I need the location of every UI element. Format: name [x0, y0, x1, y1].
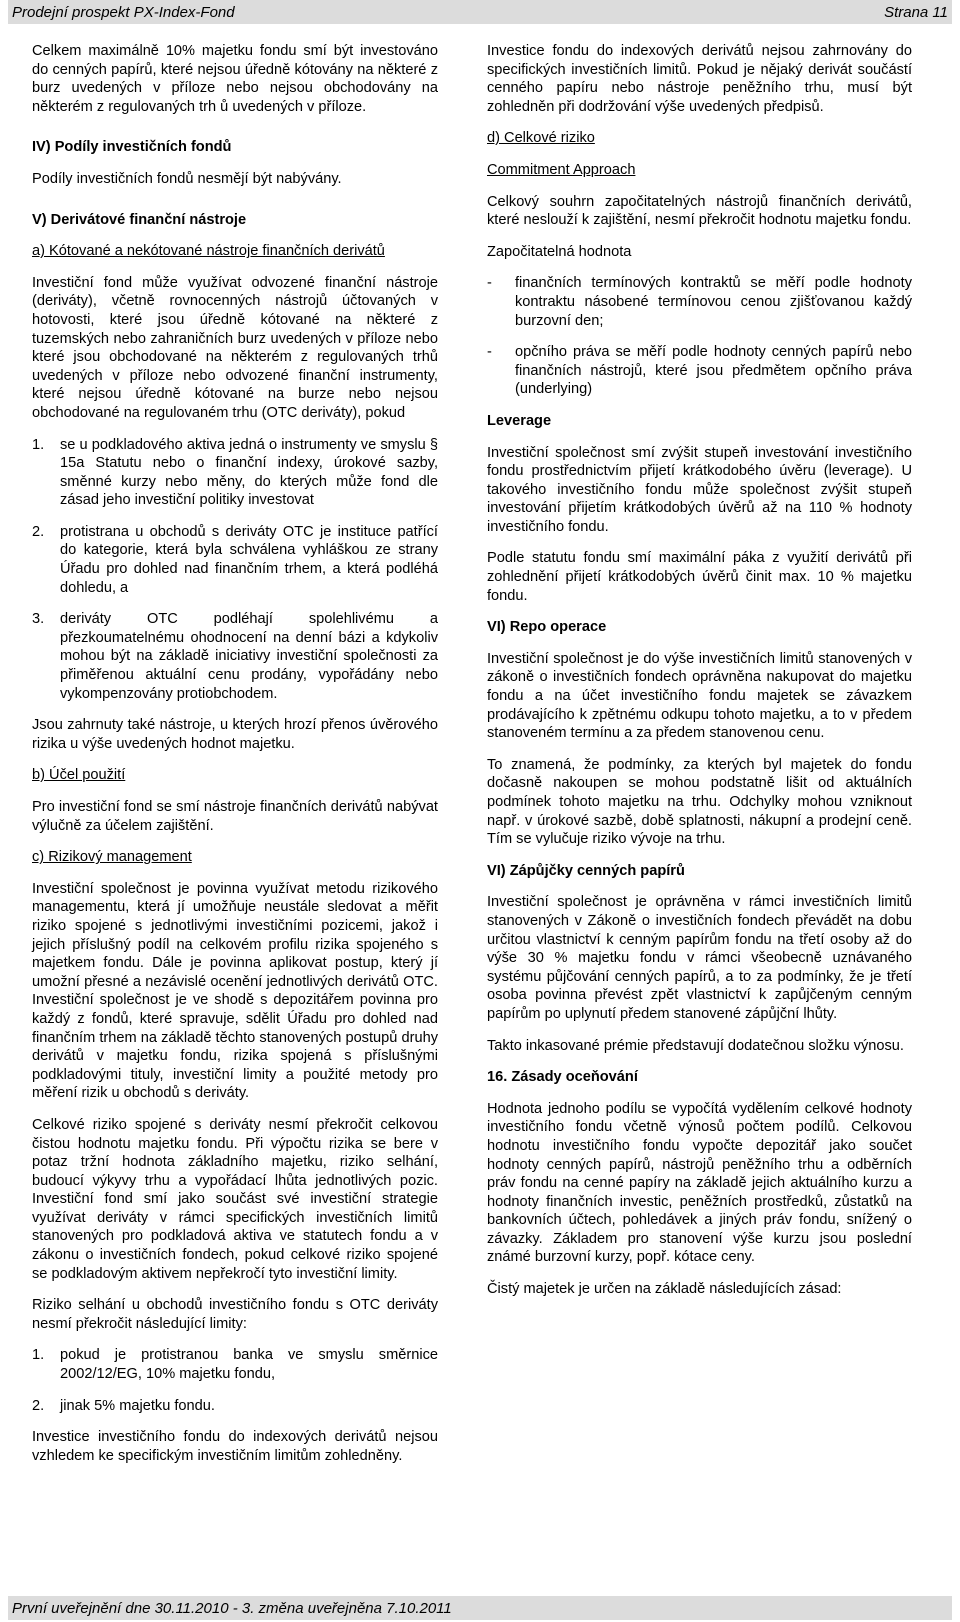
- paragraph: Pro investiční fond se smí nástroje finančních derivátů nabývat výlučně za účelem zajištění.: [32, 799, 438, 834]
- publication-note: První uveřejnění dne 30.11.2010 - 3. změna uveřejněna 7.10.2011: [12, 1599, 452, 1617]
- paragraph: Riziko selhání u obchodů investičního fondu s OTC deriváty nesmí překročit následující limity:: [32, 1297, 438, 1332]
- subheading-c: c) Rizikový management: [32, 849, 192, 866]
- list-item: [32, 436, 438, 510]
- list-text: jinak 5% majetku fondu.: [60, 1397, 215, 1414]
- paragraph: Podíly investičních fondů nesmějí být nabývány.: [32, 170, 342, 187]
- paragraph: Takto inkasované prémie představují dodatečnou složku výnosu.: [487, 1037, 904, 1054]
- list-number: 3.: [32, 611, 45, 628]
- right-column: [487, 42, 912, 1312]
- paragraph: To znamená, že podmínky, za kterých byl majetek do fondu dočasně nakoupen se mohou podstatně lišit od aktuálních podmínek tohoto majetku na trhu. Odchylky mohou vzniknout např. v úrokové sazbě, době splatnosti, nákupní a prodejní ceně. Tím se vylučuje riziko vývoje na trhu.: [487, 756, 912, 848]
- left-column: [32, 42, 438, 1478]
- paragraph: Podle statutu fondu smí maximální páka z využití derivátů při zohlednění přijetí krátkodobých úvěrů činit max. 10 % majetku fondu.: [487, 550, 912, 604]
- list-number: 2.: [32, 523, 45, 540]
- list-number: 1.: [32, 436, 45, 453]
- list-item: [32, 1397, 438, 1416]
- section-heading-vi-repo: VI) Repo operace: [487, 619, 607, 636]
- paragraph: Investiční společnost je oprávněna v rámci investičních limitů stanovených v Zákoně o investičních fondech převádět na dobu určitou vlastnictví k cenným papírům fondu na třetí osoby až do výše 30 % majetku fondu v rámci všeobecně uznávaného systému půjčování cenných papírů, a to za podmínky, že je třetí osoba povinna převést zpět vlastnictví k zapůjčeným cenným papírům po uplynutí předem stanovené zápůjční lhůty.: [487, 894, 912, 1022]
- paragraph: Hodnota jednoho podílu se vypočítá vydělením celkové hodnoty investičního fondu včetně výnosů počtem podílů. Celkovou hodnotu investičního fondu vypočte depozitář jako součet hodnoty cenných papírů, nástrojů peněžního trhu a odběrních práv fondu na cenné papíry na základě jejich aktuálního kurzu a hodnoty finančních investic, peněžních prostředků, zůstatků na bankovních účtech, pohledávek a jiných práv fondu, snížený o závazky. Základem pro stanovení výše kurzu jsou poslední známé burzovní kurzy, popř. kótace ceny.: [487, 1100, 912, 1266]
- list-number: 2.: [32, 1397, 45, 1414]
- list-text: finančních termínových kontraktů se měří podle hodnoty kontraktu násobené termínovou cenou zjišťovanou každý burzovní den;: [515, 275, 912, 329]
- list-text: se u podkladového aktiva jedná o instrumenty ve smyslu § 15a Statutu nebo o finanční indexy, úrokové sazby, směnné kurzy nebo měny, do kterých může fond dle zásad jeho investiční politiky investovat: [60, 436, 438, 509]
- page-footer: [8, 1596, 952, 1620]
- subheading-d: d) Celkové riziko: [487, 130, 595, 147]
- paragraph: Investice investičního fondu do indexových derivátů nejsou vzhledem ke specifickým investičním limitům zohledněny.: [32, 1429, 438, 1464]
- subheading-a: a) Kótované a nekótované nástroje finančních derivátů: [32, 243, 385, 260]
- paragraph: Celkové riziko spojené s deriváty nesmí překročit celkovou čistou hodnotu majetku fondu. Při výpočtu rizika se bere v potaz tržní hodnota základního majetku, riziko selhání, budoucí výkyvy trhu a vypořádací lhůta jednotlivých pozic. Investiční fond smí jako součást své investiční strategie využívat deriváty v rámci specifických investičních limitů stanovených pro podkladová aktiva ve statutech fondu a v zákonu o investičních fondech, pokud celkové riziko spojené se podkladovým aktivem nepřekročí tyto investiční limity.: [32, 1116, 438, 1282]
- paragraph: Investiční fond může využívat odvozené finanční nástroje (deriváty), včetně rovnocenných nástrojů účtovaných v hotovosti, které jsou úředně kótované na některé z tuzemských nebo zahraničních burz uvedených v příloze nebo které jsou obchodované na některém z regulovaných trhů uvedených v příloze nebo odvozené finanční instrumenty, které nejsou úředně kótované na burze nebo nejsou obchodované na regulovaném trhu (OTC deriváty), pokud: [32, 274, 438, 421]
- list-item: [32, 610, 438, 703]
- list-bullet: -: [487, 275, 492, 292]
- document-title: Prodejní prospekt PX-Index-Fond: [12, 3, 235, 21]
- paragraph: Celkový souhrn započitatelných nástrojů finančních derivátů, které neslouží k zajištění, nesmí překročit hodnotu majetku fondu.: [487, 193, 912, 229]
- list-item: [487, 343, 912, 399]
- section-heading-iv: IV) Podíly investičních fondů: [32, 139, 232, 156]
- page-number: Strana 11: [884, 3, 948, 21]
- heading-leverage: Leverage: [487, 412, 552, 429]
- paragraph: Investiční společnost smí zvýšit stupeň investování investičního fondu prostřednictvím přijetí krátkodobého úvěru (leverage). U takového investičního fondu může společnost zvýšit stupeň investování přijetím krátkodobých úvěrů až na 110 % hodnoty investičního fondu.: [487, 444, 912, 535]
- paragraph: Investice fondu do indexových derivátů nejsou zahrnovány do specifických investičních limitů. Pokud je nějaký derivát součástí cenného papíru nebo nástroje peněžního trhu, musí být zohledněn při dodržování výše uvedených předpisů.: [487, 43, 912, 115]
- list-text: opčního práva se měří podle hodnoty cenných papírů nebo finančních nástrojů, které jsou předmětem opčního práva (underlying): [515, 344, 912, 398]
- list-text: pokud je protistranou banka ve smyslu směrnice 2002/12/EG, 10% majetku fondu,: [60, 1347, 438, 1383]
- subheading-commitment: Commitment Approach: [487, 161, 636, 178]
- list-text: deriváty OTC podléhají spolehlivému a přezkoumatelnému ohodnocení na denní bázi a kdykoliv mohou být na základě iniciativy investiční společnosti za přiměřenou aktuální cenu prodány, vypořádány nebo vykompenzovány protiobchodem.: [60, 611, 438, 702]
- section-heading-vi-loans: VI) Zápůjčky cenných papírů: [487, 862, 685, 879]
- page-header: [8, 0, 952, 24]
- list-number: 1.: [32, 1347, 45, 1364]
- section-heading-v: V) Derivátové finanční nástroje: [32, 211, 247, 228]
- paragraph: Investiční společnost je do výše investičních limitů stanovených v zákoně o investičních fondech oprávněna nakupovat do majetku fondu a na účet investičního fondu majetek se závazkem prodávajícího k zpětnému odkupu tohoto majetku, a to v předem stanoveném termínu a za předem stanovenou cenu.: [487, 650, 912, 742]
- list-item: [32, 523, 438, 597]
- paragraph: Započitatelná hodnota: [487, 243, 632, 260]
- paragraph: Investiční společnost je povinna využívat metodu rizikového managementu, která jí umožňuje neustále sledovat a měřit riziko spojené s jednotlivými investičními pozicemi, jakož i jejich příslušný podíl na celkovém profilu rizika spojeného s majetkem fondu. Dále je povinna aplikovat postup, který jí umožní přesné a nezávislé ocenění jednotlivých derivátů OTC. Investiční společnost je ve shodě s depozitářem povinna pro každý z fondů, které spravuje, sdělit Úřadu pro dohled nad finančním trhem na základě těchto stanovených postupů druhy derivátů v majetku fondu, rizika spojená s příslušnými podkladovými tituly, investiční limity a použité metody pro měření rizik u obchodů s deriváty.: [32, 880, 438, 1102]
- paragraph: Čistý majetek je určen na základě následujících zásad:: [487, 1281, 842, 1298]
- paragraph: Celkem maximálně 10% majetku fondu smí být investováno do cenných papírů, které nejsou úředně kótovány na některé z burz uvedených v příloze nebo nejsou obchodovány na některém z regulovaných trh ů uvedených v příloze.: [32, 43, 438, 115]
- list-item: [32, 1346, 438, 1383]
- subheading-b: b) Účel použití: [32, 767, 126, 784]
- paragraph: Jsou zahrnuty také nástroje, u kterých hrozí přenos úvěrového rizika u výše uvedených hodnot majetku.: [32, 717, 438, 752]
- list-item: [487, 274, 912, 330]
- section-heading-16: 16. Zásady oceňování: [487, 1069, 638, 1086]
- list-bullet: -: [487, 344, 492, 361]
- list-text: protistrana u obchodů s deriváty OTC je instituce patřící do kategorie, která byla schválena vyhláškou ze strany Úřadu pro dohled nad finančním trhem, a která podléhá dohledu, a: [60, 523, 438, 596]
